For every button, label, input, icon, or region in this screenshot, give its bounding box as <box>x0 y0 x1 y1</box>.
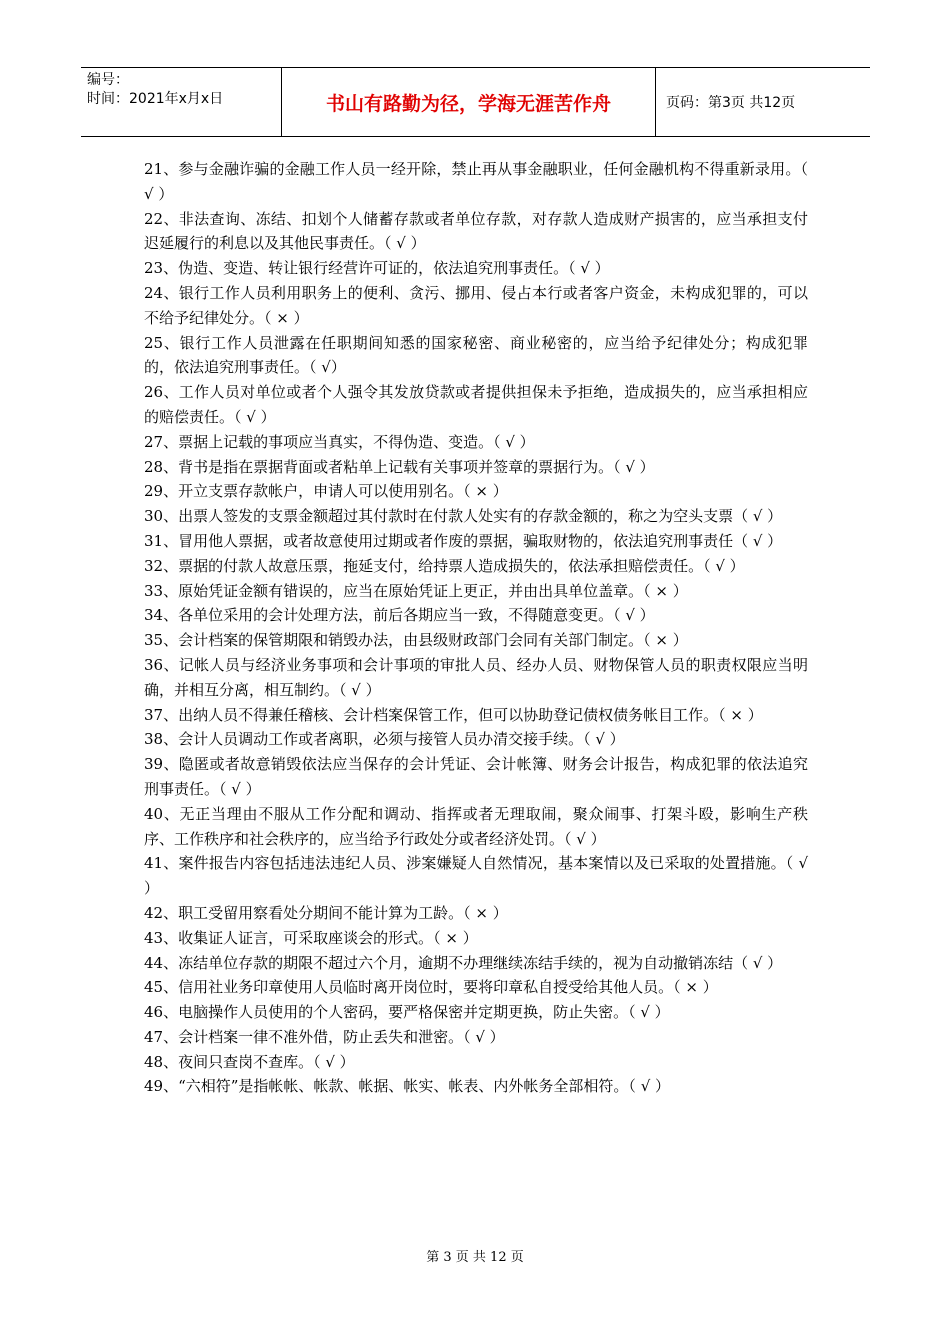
list-item: 31、冒用他人票据，或者故意使用过期或者作废的票据，骗取财物的，依法追究刑事责任（ √ ） <box>144 531 783 550</box>
list-item: 26、工作人员对单位或者个人强令其发放贷款或者提供担保未予拒绝，造成损失的，应当承担相应的赔偿责任。（ √ ） <box>144 383 808 426</box>
list-item: 30、出票人签发的支票金额超过其付款时在付款人处实有的存款金额的，称之为空头支票（ √ ） <box>144 507 783 526</box>
list-item: 32、票据的付款人故意压票，拖延支付，给持票人造成损失的，依法承担赔偿责任。（ √ ） <box>144 556 745 575</box>
page-footer: 第 3 页 共 12 页 <box>426 1250 524 1265</box>
page-header <box>81 67 870 137</box>
list-item: 29、开立支票存款帐户，申请人可以使用别名。（ × ） <box>144 482 508 501</box>
list-item: 34、各单位采用的会计处理方法，前后各期应当一致，不得随意变更。（ √ ） <box>144 606 655 625</box>
list-item: 33、原始凭证金额有错误的，应当在原始凭证上更正，并由出具单位盖章。（ × ） <box>144 581 688 600</box>
header-left-cell <box>81 68 282 136</box>
question-list <box>144 157 808 1099</box>
header-motto: 书山有路勤为径，学海无涯苦作舟 <box>282 68 656 136</box>
list-item: 25、银行工作人员泄露在任职期间知悉的国家秘密、商业秘密的，应当给予纪律处分；构成犯罪的，依法追究刑事责任。（ √） <box>144 333 808 377</box>
list-item: 39、隐匿或者故意销毁依法应当保存的会计凭证、会计帐簿、财务会计报告，构成犯罪的依法追究刑事责任。（ √ ） <box>144 755 808 798</box>
list-item: 48、夜间只查岗不查库。（ √ ） <box>144 1052 355 1071</box>
list-item: 47、会计档案一律不准外借，防止丢失和泄密。（ √ ） <box>144 1027 505 1046</box>
header-page-info: 页码：第3页 共12页 <box>666 95 796 111</box>
list-item: 45、信用社业务印章使用人员临时离开岗位时，要将印章私自授受给其他人员。（ × ） <box>144 978 718 997</box>
list-item: 42、职工受留用察看处分期间不能计算为工龄。（ × ） <box>144 903 508 922</box>
list-item: 28、背书是指在票据背面或者粘单上记载有关事项并签章的票据行为。（ √ ） <box>144 457 655 476</box>
list-item: 38、会计人员调动工作或者离职，必须与接管人员办清交接手续。（ √ ） <box>144 730 625 749</box>
list-item: 24、银行工作人员利用职务上的便利、贪污、挪用、侵占本行或者客户资金，未构成犯罪的，可以不给予纪律处分。（ × ） <box>144 283 808 327</box>
list-item: 49、“六相符”是指帐帐、帐款、帐据、帐实、帐表、内外帐务全部相符。（ √ ） <box>144 1077 671 1096</box>
list-item: 21、参与金融诈骗的金融工作人员一经开除，禁止再从事金融职业，任何金融机构不得重新录用。（ √ ） <box>144 160 808 203</box>
list-item: 35、会计档案的保管期限和销毁办法，由县级财政部门会同有关部门制定。（ × ） <box>144 631 688 650</box>
list-item: 43、收集证人证言，可采取座谈会的形式。（ × ） <box>144 928 478 947</box>
list-item: 46、电脑操作人员使用的个人密码，要严格保密并定期更换，防止失密。（ √ ） <box>144 1003 670 1022</box>
list-item: 36、记帐人员与经济业务事项和会计事项的审批人员、经办人员、财物保管人员的职责权限应当明确，并相互分离，相互制约。（ √ ） <box>144 655 808 699</box>
list-item: 37、出纳人员不得兼任稽核、会计档案保管工作，但可以协助登记债权债务帐目工作。（ × ） <box>144 705 763 724</box>
list-item: 23、伪造、变造、转让银行经营许可证的，依法追究刑事责任。（ √ ） <box>144 259 610 278</box>
number-label: 编号： <box>87 72 129 88</box>
list-item: 41、案件报告内容包括违法违纪人员、涉案嫌疑人自然情况，基本案情以及已采取的处置措施。（ √ ） <box>144 854 808 898</box>
list-item: 44、冻结单位存款的期限不超过六个月，逾期不办理继续冻结手续的，视为自动撤销冻结（ √ ） <box>144 953 783 972</box>
list-item: 22、非法查询、冻结、扣划个人储蓄存款或者单位存款，对存款人造成财产损害的，应当承担支付迟延履行的利息以及其他民事责任。（ √ ） <box>144 209 808 253</box>
time-label: 时间：2021年x月x日 <box>87 91 224 107</box>
list-item: 40、无正当理由不服从工作分配和调动、指挥或者无理取闹，聚众闹事、打架斗殴，影响生产秩序、工作秩序和社会秩序的，应当给予行政处分或者经济处罚。（ √ ） <box>144 804 808 848</box>
list-item: 27、票据上记载的事项应当真实，不得伪造、变造。（ √ ） <box>144 432 535 451</box>
